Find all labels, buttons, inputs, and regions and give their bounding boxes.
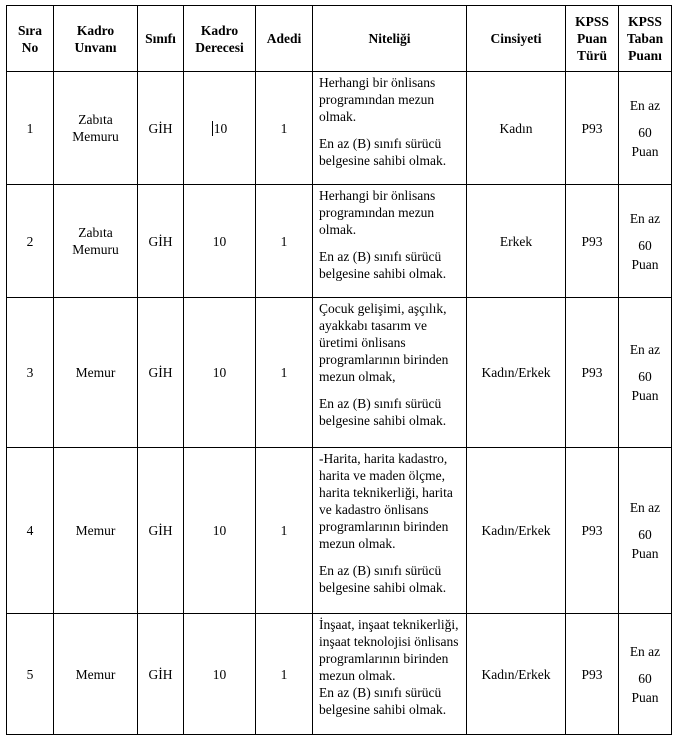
- table-row: [7, 72, 672, 185]
- sira-no-cell: 2: [7, 185, 54, 298]
- sira-no-cell: 5: [7, 614, 54, 735]
- kadro-derecesi-cell: 10: [184, 448, 256, 614]
- text-cursor: 10: [213, 120, 228, 136]
- kpss-puan-turu-cell: P93: [566, 298, 619, 448]
- kpss-taban-puani-cell: En az 60 Puan: [619, 298, 672, 448]
- sira-no-cell: 1: [7, 72, 54, 185]
- niteligi-cell: -Harita, harita kadastro, harita ve maden ölçme, harita teknikerliği, harita ve kadastro önlisans programlarının birinden mezun olmak. En az (B) sınıfı sürücü belgesine sahibi olmak.: [313, 448, 467, 614]
- sinifi-cell: GİH: [138, 72, 184, 185]
- kadro-unvani-cell: Memur: [54, 448, 138, 614]
- header-adedi: Adedi: [256, 6, 313, 72]
- adedi-cell: 1: [256, 298, 313, 448]
- kadro-unvani-cell: Zabıta Memuru: [54, 185, 138, 298]
- sira-no-cell: 4: [7, 448, 54, 614]
- table-row: [7, 298, 672, 448]
- kadro-unvani-cell: Memur: [54, 614, 138, 735]
- header-cinsiyeti: Cinsiyeti: [467, 6, 566, 72]
- adedi-cell: 1: [256, 185, 313, 298]
- adedi-cell: 1: [256, 614, 313, 735]
- kpss-taban-puani-cell: En az 60 Puan: [619, 448, 672, 614]
- table-row: [7, 448, 672, 614]
- niteligi-cell: Herhangi bir önlisans programından mezun olmak. En az (B) sınıfı sürücü belgesine sahibi olmak.: [313, 72, 467, 185]
- cinsiyeti-cell: Kadın/Erkek: [467, 614, 566, 735]
- header-row: [7, 6, 672, 72]
- niteligi-cell: İnşaat, inşaat teknikerliği, inşaat teknolojisi önlisans programlarının birinden mezun olmak. En az (B) sınıfı sürücü belgesine sahibi olmak.: [313, 614, 467, 735]
- kpss-taban-puani-cell: En az 60 Puan: [619, 614, 672, 735]
- kadro-derecesi-cell: 10: [184, 614, 256, 735]
- kadro-derecesi-cell: [184, 72, 256, 185]
- table-row: [7, 185, 672, 298]
- kpss-puan-turu-cell: P93: [566, 448, 619, 614]
- kadro-unvani-cell: Memur: [54, 298, 138, 448]
- kadro-derecesi-cell: 10: [184, 185, 256, 298]
- header-niteligi: Niteliği: [313, 6, 467, 72]
- adedi-cell: 1: [256, 72, 313, 185]
- header-kpss-puan-turu: KPSS Puan Türü: [566, 6, 619, 72]
- cinsiyeti-cell: Erkek: [467, 185, 566, 298]
- header-kadro-unvani: Kadro Unvanı: [54, 6, 138, 72]
- cinsiyeti-cell: Kadın/Erkek: [467, 448, 566, 614]
- header-sira-no: Sıra No: [7, 6, 54, 72]
- sira-no-cell: 3: [7, 298, 54, 448]
- kpss-puan-turu-cell: P93: [566, 72, 619, 185]
- table-row: [7, 614, 672, 735]
- positions-table: [6, 5, 672, 735]
- kadro-unvani-cell: Zabıta Memuru: [54, 72, 138, 185]
- cinsiyeti-cell: Kadın/Erkek: [467, 298, 566, 448]
- sinifi-cell: GİH: [138, 448, 184, 614]
- header-kpss-taban-puani: KPSS Taban Puanı: [619, 6, 672, 72]
- niteligi-cell: Herhangi bir önlisans programından mezun olmak. En az (B) sınıfı sürücü belgesine sahibi olmak.: [313, 185, 467, 298]
- kpss-taban-puani-cell: En az 60 Puan: [619, 185, 672, 298]
- header-sinifi: Sınıfı: [138, 6, 184, 72]
- kadro-derecesi-cell: 10: [184, 298, 256, 448]
- header-kadro-derecesi: Kadro Derecesi: [184, 6, 256, 72]
- sinifi-cell: GİH: [138, 298, 184, 448]
- adedi-cell: 1: [256, 448, 313, 614]
- sinifi-cell: GİH: [138, 614, 184, 735]
- cinsiyeti-cell: Kadın: [467, 72, 566, 185]
- niteligi-cell: Çocuk gelişimi, aşçılık, ayakkabı tasarım ve üretimi önlisans programlarının birinden mezun olmak, En az (B) sınıfı sürücü belgesine sahibi olmak.: [313, 298, 467, 448]
- kpss-puan-turu-cell: P93: [566, 614, 619, 735]
- kpss-puan-turu-cell: P93: [566, 185, 619, 298]
- sinifi-cell: GİH: [138, 185, 184, 298]
- kpss-taban-puani-cell: En az 60 Puan: [619, 72, 672, 185]
